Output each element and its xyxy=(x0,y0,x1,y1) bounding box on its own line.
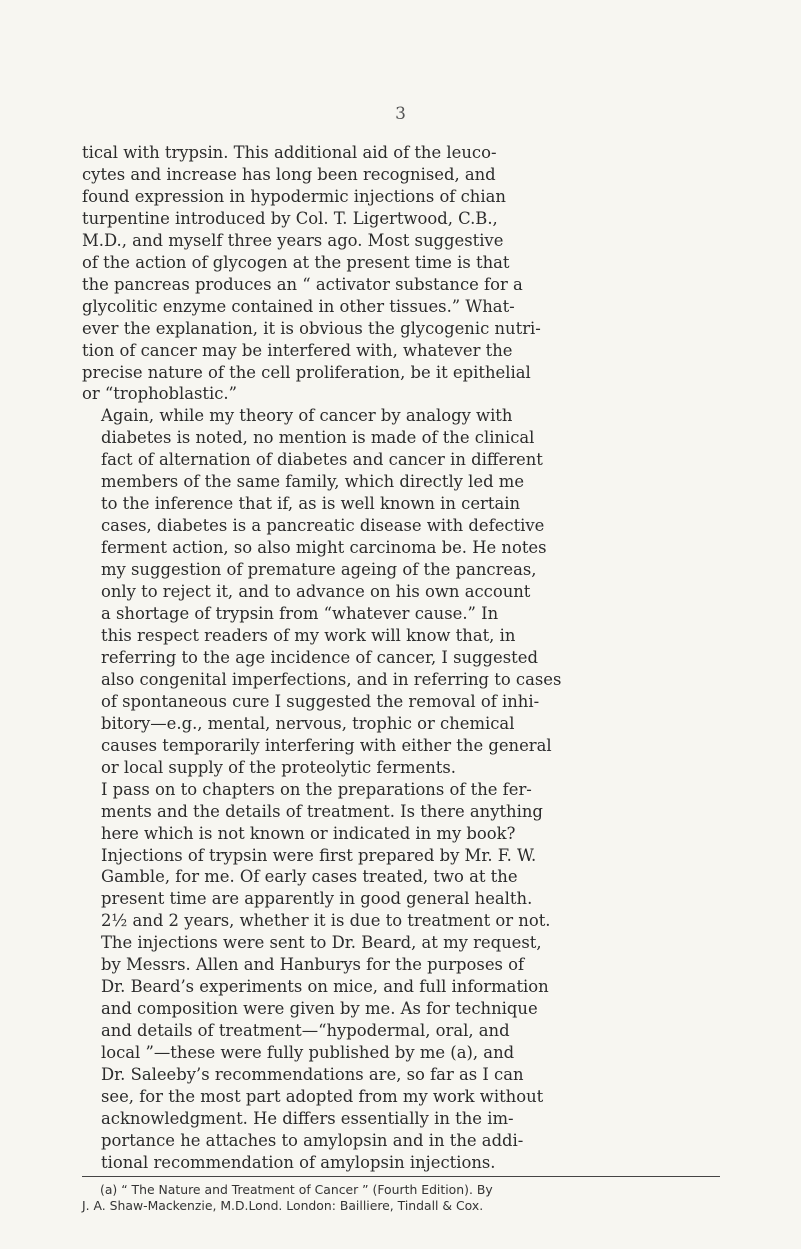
text-line: of the action of glycogen at the present time is that xyxy=(82,252,510,272)
text-line: Injections of trypsin were first prepared by Mr. F. W. xyxy=(101,845,537,865)
text-line: a shortage of trypsin from “whatever cause.” In xyxy=(101,604,499,624)
text-line: tion of cancer may be interfered with, whatever the xyxy=(82,340,513,360)
text-line: acknowledgment. He differs essentially in the im- xyxy=(101,1108,514,1128)
text-line: or local supply of the proteolytic ferments. xyxy=(101,757,456,777)
text-line: also congenital imperfections, and in referring to cases xyxy=(101,669,562,689)
text-line: tional recommendation of amylopsin injections. xyxy=(101,1152,496,1172)
text-line: of spontaneous cure I suggested the removal of inhi- xyxy=(101,691,540,711)
text-line: or “trophoblastic.” xyxy=(82,384,238,404)
text-line: Gamble, for me. Of early cases treated, two at the xyxy=(101,867,518,887)
body-text xyxy=(82,142,718,1174)
footnote xyxy=(82,1182,722,1214)
text-line: glycolitic enzyme contained in other tissues.” What- xyxy=(82,296,515,316)
text-line: local ”—these were fully published by me (a), and xyxy=(101,1043,515,1063)
text-line: Dr. Saleeby’s recommendations are, so far as I can xyxy=(101,1065,524,1085)
footnote-line: (a) “ The Nature and Treatment of Cancer ” (Fourth Edition). By xyxy=(100,1182,493,1197)
paragraph xyxy=(82,142,718,405)
paragraph xyxy=(82,405,718,778)
paragraph xyxy=(82,779,718,1174)
text-line: tical with trypsin. This additional aid of the leuco- xyxy=(82,143,497,162)
page-number: 3 xyxy=(395,104,406,124)
text-line: and composition were given by me. As for technique xyxy=(101,999,538,1019)
text-line: this respect readers of my work will know that, in xyxy=(101,625,516,645)
text-line: M.D., and myself three years ago. Most suggestive xyxy=(82,230,504,250)
text-line: only to reject it, and to advance on his own account xyxy=(101,582,531,602)
text-line: cases, diabetes is a pancreatic disease with defective xyxy=(101,516,545,536)
text-line: ments and the details of treatment. Is there anything xyxy=(101,801,543,821)
text-line: members of the same family, which directly led me xyxy=(101,472,525,492)
text-line: I pass on to chapters on the preparations of the fer- xyxy=(101,779,532,799)
text-line: found expression in hypodermic injections of chian xyxy=(82,186,506,206)
text-line: referring to the age incidence of cancer, I suggested xyxy=(101,647,538,667)
text-line: turpentine introduced by Col. T. Ligertwood, C.B., xyxy=(82,208,498,228)
text-line: Dr. Beard’s experiments on mice, and full information xyxy=(101,977,549,997)
text-line: ferment action, so also might carcinoma be. He notes xyxy=(101,538,547,558)
text-line: the pancreas produces an “ activator substance for a xyxy=(82,274,523,294)
text-line: Again, while my theory of cancer by analogy with xyxy=(101,406,513,426)
footnote-rule xyxy=(82,1176,720,1177)
text-line: and details of treatment—“hypodermal, oral, and xyxy=(101,1021,510,1041)
text-line: here which is not known or indicated in my book? xyxy=(101,823,516,843)
text-line: causes temporarily interfering with either the general xyxy=(101,735,552,755)
text-line: see, for the most part adopted from my work without xyxy=(101,1086,544,1106)
text-line: ever the explanation, it is obvious the glycogenic nutri- xyxy=(82,318,541,338)
text-line: fact of alternation of diabetes and cancer in different xyxy=(101,450,543,470)
text-line: bitory—e.g., mental, nervous, trophic or chemical xyxy=(101,713,515,733)
text-line: present time are apparently in good general health. xyxy=(101,889,533,909)
text-line: diabetes is noted, no mention is made of the clinical xyxy=(101,428,535,448)
text-line: cytes and increase has long been recognised, and xyxy=(82,164,496,184)
text-line: portance he attaches to amylopsin and in the addi- xyxy=(101,1130,524,1150)
text-line: my suggestion of premature ageing of the pancreas, xyxy=(101,560,537,580)
text-line: precise nature of the cell proliferation, be it epithelial xyxy=(82,362,531,382)
text-line: 2½ and 2 years, whether it is due to treatment or not. xyxy=(101,911,551,931)
footnote-line: J. A. Shaw-Mackenzie, M.D.Lond. London: Bailliere, Tindall & Cox. xyxy=(82,1198,484,1213)
text-line: by Messrs. Allen and Hanburys for the purposes of xyxy=(101,955,525,975)
text-line: The injections were sent to Dr. Beard, at my request, xyxy=(101,933,542,953)
text-line: to the inference that if, as is well known in certain xyxy=(101,494,521,514)
